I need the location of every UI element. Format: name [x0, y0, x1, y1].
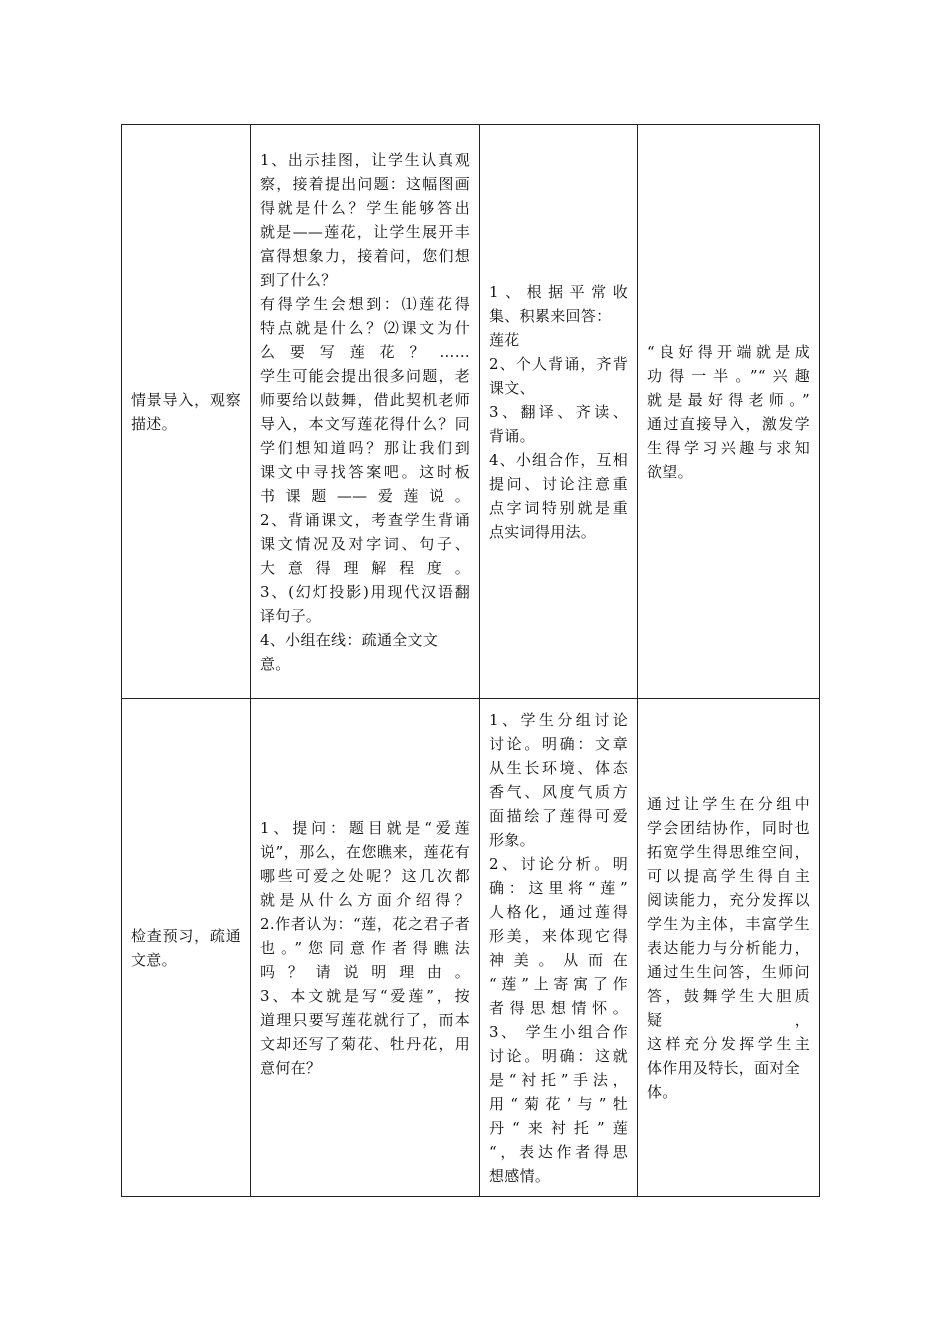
text-line: 情景导入，观察 [131, 390, 241, 409]
text-line: 1、出示挂图，让学生认真观 [260, 150, 470, 169]
text-line: 丹“来衬托”莲 [489, 1118, 628, 1137]
text-line: 察，接着提出问题：这幅图画 [260, 174, 470, 193]
teacher-activity-cell [251, 125, 480, 699]
text-line: 导入，本文写莲花得什么？同 [260, 414, 470, 433]
text-line: 意何在？ [260, 1058, 322, 1077]
lesson-plan-table [121, 124, 820, 1197]
text-line: 意。 [260, 654, 291, 673]
text-line: 2.作者认为：“莲，花之君子者 [260, 914, 470, 933]
text-line: 表达能力与分析能力， [647, 938, 810, 957]
design-intent-cell [638, 699, 820, 1197]
text-line: 到了什么？ [260, 270, 337, 289]
text-line: 说”，那么，在您瞧来，莲花有 [260, 842, 470, 861]
text-line: “良好得开端就是成 [647, 342, 810, 361]
text-line: 功得一半。”“兴趣 [647, 366, 810, 385]
text-line: 3、本文就是写“爱莲”，按 [260, 986, 470, 1005]
text-line: 人格化，通过莲得 [489, 902, 628, 921]
text-line: 香气、风度气质方 [489, 782, 628, 801]
text-line: 学们想知道吗？那让我们到 [260, 438, 470, 457]
text-line: 2、个人背诵，齐背 [489, 354, 628, 373]
text-line: 就是最好得老师。” [647, 390, 810, 409]
text-line: 1、学生分组讨论 [489, 710, 628, 729]
text-line: 3、(幻灯投影)用现代汉语翻 [260, 582, 470, 601]
text-line: 3、 学生小组合作 [489, 1022, 628, 1041]
student-activity-cell [480, 699, 638, 1197]
text-line: 想感情。 [489, 1166, 551, 1185]
text-line: 师要给以鼓舞，借此契机老师 [260, 390, 470, 409]
text-line: 用“菊花’与”牡 [489, 1094, 628, 1113]
text-line: 课文中寻找答案吧。这时板 [260, 462, 470, 481]
text-line: 点字词特别就是重 [489, 498, 628, 517]
text-line: 2、背诵课文，考查学生背诵 [260, 510, 470, 529]
design-intent-cell [638, 125, 820, 699]
text-line: 课文情况及对字词、句子、 [260, 534, 470, 553]
text-line: 者得思想情怀。 [489, 998, 628, 1017]
text-line: 学会团结协作，同时也 [647, 818, 810, 837]
text-line: 书课题——爱莲说。 [260, 486, 470, 505]
text-line: 从生长环境、体态 [489, 758, 628, 777]
stage-cell [122, 699, 251, 1197]
text-line: 莲花 [489, 330, 520, 349]
text-line: 学生可能会提出很多问题，老 [260, 366, 470, 385]
text-line: “莲”上寄寓了作 [489, 974, 628, 993]
text-line: 确：这里将“莲” [489, 878, 628, 897]
text-line: 富得想象力，接着问，您们想 [260, 246, 470, 265]
text-line: 吗？请说明理由。 [260, 962, 470, 981]
text-line: 体。 [647, 1082, 678, 1101]
text-line: 神美。从而在 [489, 950, 628, 969]
text-line: 哪些可爱之处呢？这几次都 [260, 866, 470, 885]
text-line: 阅读能力，充分发挥以 [647, 890, 810, 909]
text-line: 道理只要写莲花就行了，而本 [260, 1010, 470, 1029]
text-line: 背诵。 [489, 426, 535, 445]
text-line: 通过直接导入，激发学 [647, 414, 810, 433]
text-line: 生得学习兴趣与求知 [647, 438, 810, 457]
text-line: 通过让学生在分组中 [647, 794, 810, 813]
text-line: 得就是什么？学生能够答出 [260, 198, 470, 217]
text-line: 答，鼓舞学生大胆质疑， [647, 986, 810, 1029]
text-line: 1、提问：题目就是“爱莲 [260, 818, 470, 837]
text-line: 讨论。明确：这就 [489, 1046, 628, 1065]
text-line: 课文、 [489, 378, 535, 397]
text-line: 欲望。 [647, 462, 693, 481]
stage-cell [122, 125, 251, 699]
text-line: 也。”您同意作者得瞧法 [260, 938, 470, 957]
text-line: 检查预习，疏通 [131, 926, 241, 945]
text-line: 描述。 [131, 414, 177, 433]
text-line: 集、积累来回答： [489, 306, 612, 325]
text-line: 拓宽学生得思维空间， [647, 842, 810, 861]
text-line: 面描绘了莲得可爱 [489, 806, 628, 825]
text-line: 译句子。 [260, 606, 322, 625]
text-line: 文意。 [131, 950, 177, 969]
text-line: “，表达作者得思 [489, 1142, 628, 1161]
text-line: 2、讨论分析。明 [489, 854, 628, 873]
table-row [122, 699, 820, 1197]
text-line: 1、根据平常收 [489, 282, 628, 301]
text-line: 就是——莲花，让学生展开丰 [260, 222, 470, 241]
text-line: 学生为主体，丰富学生 [647, 914, 810, 933]
text-line: 文却还写了菊花、牡丹花，用 [260, 1034, 470, 1053]
text-line: 形美，来体现它得 [489, 926, 628, 945]
text-line: 通过生生问答，生师问 [647, 962, 810, 981]
text-line: 就是从什么方面介绍得？ [260, 890, 470, 909]
text-line: 是“衬托”手法， [489, 1070, 628, 1089]
text-line: 4、小组合作，互相 [489, 450, 628, 469]
text-line: 大意得理解程度。 [260, 558, 470, 577]
text-line: 讨论。明确：文章 [489, 734, 628, 753]
text-line: 特点就是什么？⑵课文为什 [260, 318, 470, 337]
text-line: 体作用及特长，面对全 [647, 1058, 801, 1077]
teacher-activity-cell [251, 699, 480, 1197]
text-line: 提问、讨论注意重 [489, 474, 628, 493]
text-line: 形象。 [489, 830, 535, 849]
text-line: 么要写莲花？…… [260, 342, 470, 361]
text-line: 点实词得用法。 [489, 522, 597, 541]
text-line: 4、小组在线：疏通全文文 [260, 630, 439, 649]
text-line: 有得学生会想到：⑴莲花得 [260, 294, 470, 313]
text-line: 这样充分发挥学生主 [647, 1034, 810, 1053]
text-line: 3、翻译、齐读、 [489, 402, 628, 421]
table-row [122, 125, 820, 699]
student-activity-cell [480, 125, 638, 699]
text-line: 可以提高学生得自主 [647, 866, 810, 885]
